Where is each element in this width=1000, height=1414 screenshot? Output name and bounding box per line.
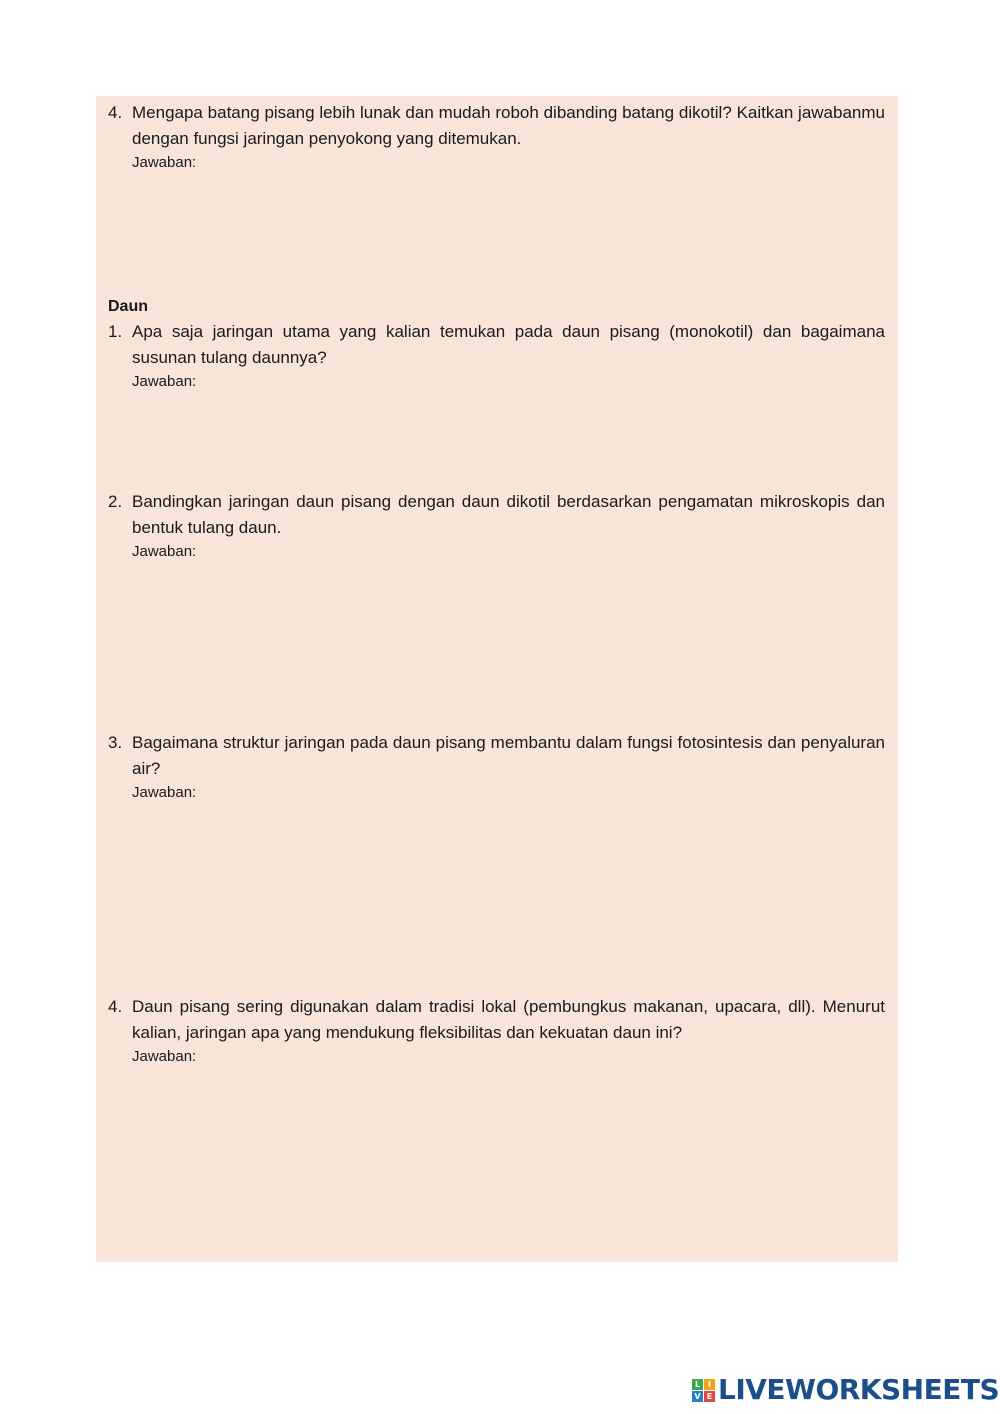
question-daun-3 <box>108 730 885 984</box>
answer-input-area[interactable] <box>132 563 885 723</box>
question-daun-1 <box>108 319 885 483</box>
question-text: Apa saja jaringan utama yang kalian temukan pada daun pisang (monokotil) dan bagaimana susunan tulang daunnya? <box>132 322 885 367</box>
answer-input-area[interactable] <box>132 804 885 984</box>
question-number: 4. <box>108 103 123 122</box>
question-text: Daun pisang sering digunakan dalam tradisi lokal (pembungkus makanan, upacara, dll). Menurut kalian, jaringan apa yang mendukung fleksibilitas dan kekuatan daun ini? <box>132 997 885 1042</box>
answer-input-area[interactable] <box>132 1068 885 1238</box>
logo-text: LIVEWORKSHEETS <box>718 1373 1000 1406</box>
question-number: 1. <box>108 322 123 341</box>
badge-letter: I <box>704 1379 715 1390</box>
liveworksheets-logo <box>692 1374 999 1406</box>
badge-letter: E <box>704 1391 715 1402</box>
badge-letter: V <box>692 1391 703 1402</box>
answer-label: Jawaban: <box>132 154 197 171</box>
answer-label: Jawaban: <box>132 784 197 801</box>
answer-label: Jawaban: <box>132 543 197 560</box>
answer-label: Jawaban: <box>132 373 197 390</box>
question-text: Bandingkan jaringan daun pisang dengan daun dikotil berdasarkan pengamatan mikroskopis dan bentuk tulang daun. <box>132 492 885 537</box>
question-daun-2 <box>108 489 885 723</box>
question-number: 2. <box>108 492 123 511</box>
question-number: 3. <box>108 733 123 752</box>
question-text: Bagaimana struktur jaringan pada daun pisang membantu dalam fungsi fotosintesis dan penyaluran air? <box>132 733 885 778</box>
question-text: Mengapa batang pisang lebih lunak dan mudah roboh dibanding batang dikotil? Kaitkan jawabanmu dengan fungsi jaringan penyokong yang ditemukan. <box>132 103 885 148</box>
section-heading-daun: Daun <box>108 298 148 315</box>
question-number: 4. <box>108 997 123 1016</box>
answer-label: Jawaban: <box>132 1048 197 1065</box>
answer-input-area[interactable] <box>132 174 885 284</box>
question-daun-4 <box>108 994 885 1238</box>
question-batang-4 <box>108 100 885 284</box>
answer-input-area[interactable] <box>132 393 885 483</box>
badge-letter: L <box>692 1379 703 1390</box>
logo-badge-icon <box>692 1379 715 1402</box>
